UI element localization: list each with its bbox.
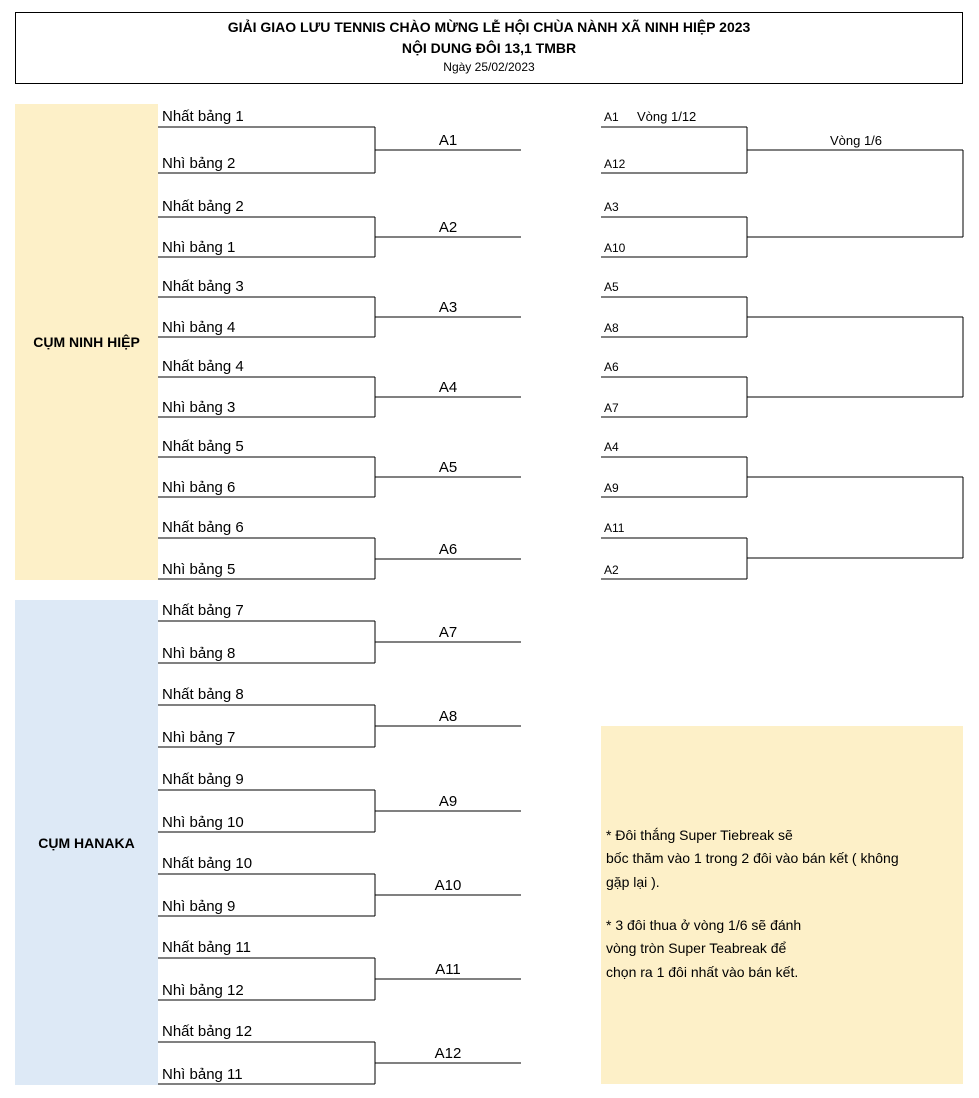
team-bottom-label: Nhì bảng 5 xyxy=(162,561,236,578)
team-top-label: Nhất bảng 4 xyxy=(162,358,244,375)
round-12-label: Vòng 1/12 xyxy=(637,109,697,124)
match-result-label: A6 xyxy=(438,541,458,558)
note-line: bốc thăm vào 1 trong 2 đôi vào bán kết ( không xyxy=(606,850,899,867)
team-bottom-label: Nhì bảng 8 xyxy=(162,645,236,662)
r12-team-top: A11 xyxy=(604,521,625,535)
team-bottom-label: Nhì bảng 7 xyxy=(162,729,236,746)
note-line: * Đôi thắng Super Tiebreak sẽ xyxy=(606,827,793,843)
team-bottom-label: Nhì bảng 12 xyxy=(162,982,244,999)
team-top-label: Nhất bảng 10 xyxy=(162,855,253,872)
note-line: gặp lại ). xyxy=(606,873,660,890)
note-line: * 3 đôi thua ở vòng 1/6 sẽ đánh xyxy=(606,917,802,933)
cluster-label: CỤM NINH HIỆP xyxy=(33,334,140,350)
match-result-label: A11 xyxy=(435,961,461,978)
r12-team-top: A1 xyxy=(604,110,619,124)
notes-box xyxy=(601,726,963,1084)
r12-team-bottom: A7 xyxy=(604,401,619,415)
team-top-label: Nhất bảng 11 xyxy=(162,939,251,956)
r12-team-top: A3 xyxy=(604,200,619,214)
team-top-label: Nhất bảng 1 xyxy=(162,108,244,125)
team-bottom-label: Nhì bảng 10 xyxy=(162,814,244,831)
team-top-label: Nhất bảng 12 xyxy=(162,1023,253,1040)
team-top-label: Nhất bảng 5 xyxy=(162,438,244,455)
r12-team-top: A5 xyxy=(604,280,619,294)
page-title: GIẢI GIAO LƯU TENNIS CHÀO MỪNG LỄ HỘI CHÙA NÀNH XÃ NINH HIỆP 2023 xyxy=(227,19,751,35)
note-superbreak xyxy=(606,824,956,894)
match-result-label: A3 xyxy=(438,299,458,316)
match-result-label: A9 xyxy=(438,793,458,810)
match-result-label: A5 xyxy=(438,459,458,476)
team-bottom-label: Nhì bảng 4 xyxy=(162,319,236,336)
r12-team-top: A6 xyxy=(604,360,619,374)
match-result-label: A2 xyxy=(438,219,458,236)
note-line: vòng tròn Super Teabreak để xyxy=(606,940,787,957)
r12-team-bottom: A8 xyxy=(604,321,619,335)
team-top-label: Nhất bảng 7 xyxy=(162,602,244,619)
team-bottom-label: Nhì bảng 6 xyxy=(162,479,236,496)
match-result-label: A1 xyxy=(438,132,458,149)
event-subtitle: NỘI DUNG ĐÔI 13,1 TMBR xyxy=(401,40,577,56)
match-result-label: A8 xyxy=(438,708,458,725)
event-date: Ngày 25/02/2023 xyxy=(443,60,535,74)
team-bottom-label: Nhì bảng 2 xyxy=(162,155,236,172)
r12-team-bottom: A10 xyxy=(604,241,626,255)
team-bottom-label: Nhì bảng 1 xyxy=(162,239,236,256)
team-top-label: Nhất bảng 6 xyxy=(162,519,244,536)
r12-team-bottom: A9 xyxy=(604,481,619,495)
team-top-label: Nhất bảng 9 xyxy=(162,771,244,788)
team-bottom-label: Nhì bảng 9 xyxy=(162,898,236,915)
match-result-label: A4 xyxy=(438,379,458,396)
r12-team-bottom: A12 xyxy=(604,157,626,171)
r12-team-bottom: A2 xyxy=(604,563,619,577)
note-round-robin xyxy=(606,914,956,984)
team-bottom-label: Nhì bảng 11 xyxy=(162,1066,243,1083)
match-result-label: A12 xyxy=(434,1045,462,1062)
r12-team-top: A4 xyxy=(604,440,619,454)
round-6-label: Vòng 1/6 xyxy=(829,133,883,148)
team-top-label: Nhất bảng 2 xyxy=(162,198,244,215)
match-result-label: A7 xyxy=(438,624,458,641)
cluster-label: CỤM HANAKA xyxy=(38,834,135,851)
match-result-label: A10 xyxy=(434,877,462,894)
team-bottom-label: Nhì bảng 3 xyxy=(162,399,236,416)
team-top-label: Nhất bảng 3 xyxy=(162,278,244,295)
note-line: chọn ra 1 đôi nhất vào bán kết. xyxy=(606,963,799,980)
team-top-label: Nhất bảng 8 xyxy=(162,686,244,703)
